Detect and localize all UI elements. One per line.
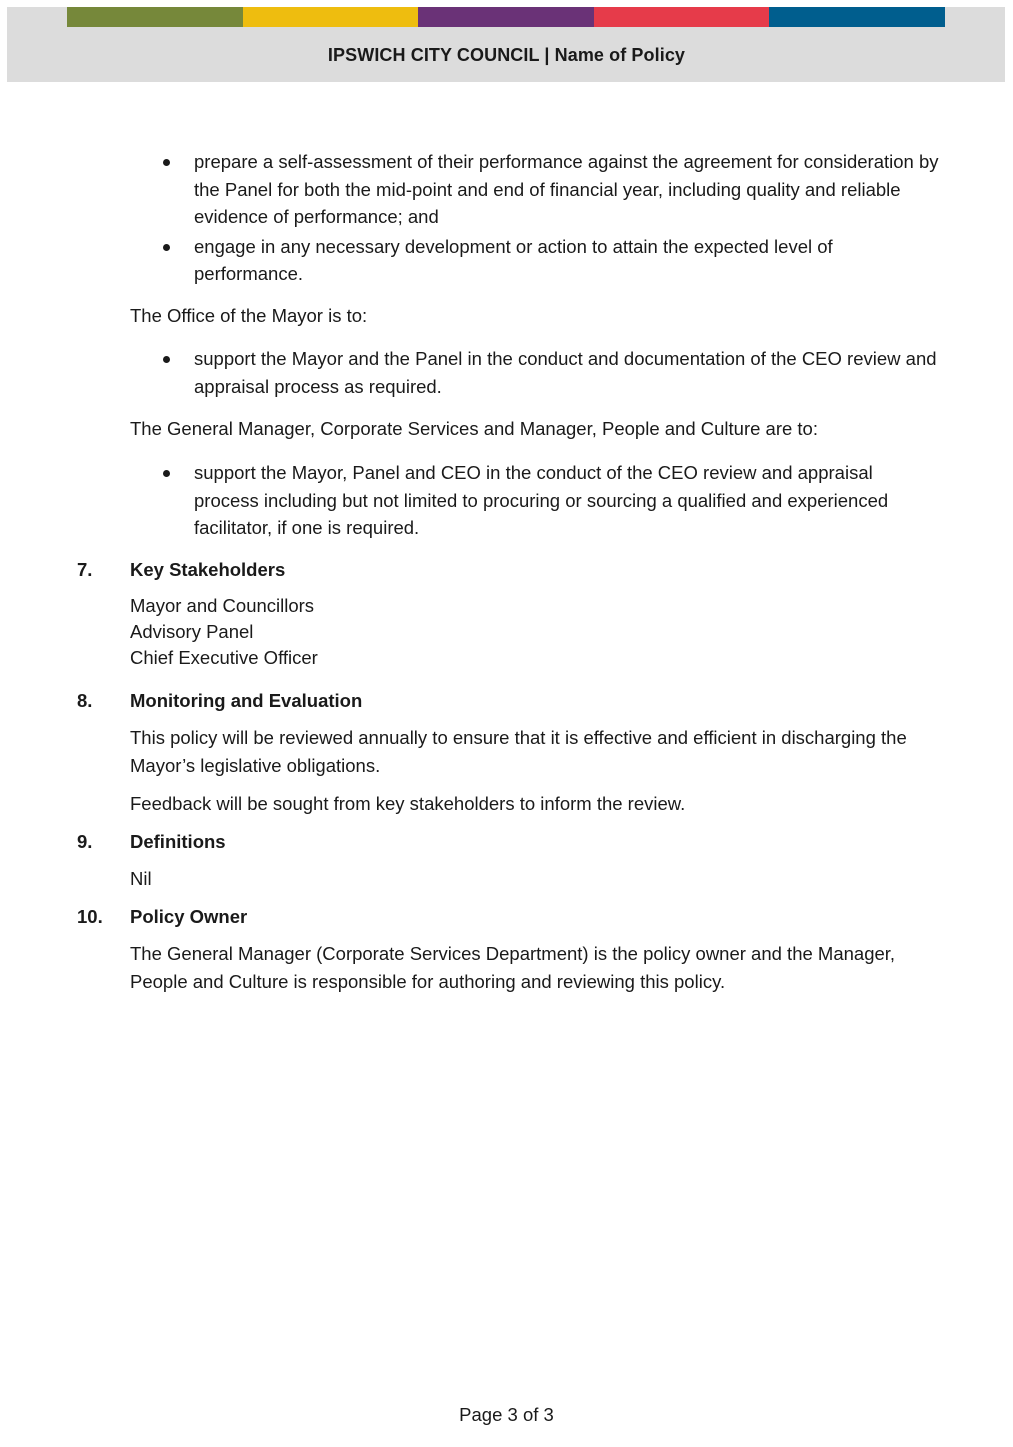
- section-7-number: 7.: [77, 559, 93, 580]
- list-item-text: engage in any necessary development or action to attain the expected level of performance.: [194, 235, 833, 284]
- stakeholders-list: [130, 593, 940, 671]
- office-mayor-intro: The Office of the Mayor is to:: [130, 305, 368, 326]
- office-mayor-list: [194, 345, 939, 400]
- section-10-number: 10.: [77, 906, 103, 927]
- bullet-icon: [163, 470, 170, 477]
- section-9-number: 9.: [77, 831, 93, 852]
- list-item-text: support the Mayor and the Panel in the conduct and documentation of the CEO review and appraisal process as required.: [194, 348, 937, 397]
- section-8-number: 8.: [77, 690, 93, 711]
- gm-corporate-list: [194, 459, 939, 542]
- list-item: [194, 345, 939, 400]
- responsibilities-list: [194, 148, 939, 288]
- gm-corporate-intro: The General Manager, Corporate Services and Manager, People and Culture are to:: [130, 418, 818, 439]
- stakeholder-item: Chief Executive Officer: [130, 647, 318, 668]
- list-item: [194, 233, 939, 288]
- bullet-icon: [163, 244, 170, 251]
- policy-owner-body: The General Manager (Corporate Services Department) is the policy owner and the Manager, People and Culture is responsible for authoring and reviewing this policy.: [130, 943, 896, 992]
- section-8-title: Monitoring and Evaluation: [130, 690, 363, 711]
- section-10-title: Policy Owner: [130, 906, 248, 927]
- definitions-body: Nil: [130, 868, 152, 889]
- strip-segment-red: [594, 7, 770, 27]
- monitoring-paragraph-1: This policy will be reviewed annually to ensure that it is effective and efficient in discharging the Mayor’s legislative obligations.: [130, 727, 907, 776]
- strip-segment-purple: [418, 7, 594, 27]
- list-item-text: prepare a self-assessment of their performance against the agreement for consideration by the Panel for both the mid-point and end of financial year, including quality and reliable evidence of performance; and: [194, 151, 939, 227]
- stakeholder-item: Advisory Panel: [130, 621, 254, 642]
- page-number: Page 3 of 3: [459, 1404, 554, 1425]
- list-item: [194, 148, 939, 231]
- bullet-icon: [163, 159, 170, 166]
- strip-segment-green: [67, 7, 243, 27]
- strip-segment-yellow: [243, 7, 419, 27]
- strip-segment-blue: [769, 7, 945, 27]
- stakeholder-item: Mayor and Councillors: [130, 595, 315, 616]
- header-title: IPSWICH CITY COUNCIL | Name of Policy: [327, 45, 686, 65]
- bullet-icon: [163, 356, 170, 363]
- section-9-title: Definitions: [130, 831, 226, 852]
- list-item: [194, 459, 939, 542]
- list-item-text: support the Mayor, Panel and CEO in the conduct of the CEO review and appraisal process including but not limited to procuring or sourcing a qualified and experienced facilitator, if one is required.: [194, 462, 889, 538]
- monitoring-paragraph-2: Feedback will be sought from key stakeholders to inform the review.: [130, 793, 686, 814]
- brand-color-strip: [67, 7, 945, 27]
- section-7-title: Key Stakeholders: [130, 559, 286, 580]
